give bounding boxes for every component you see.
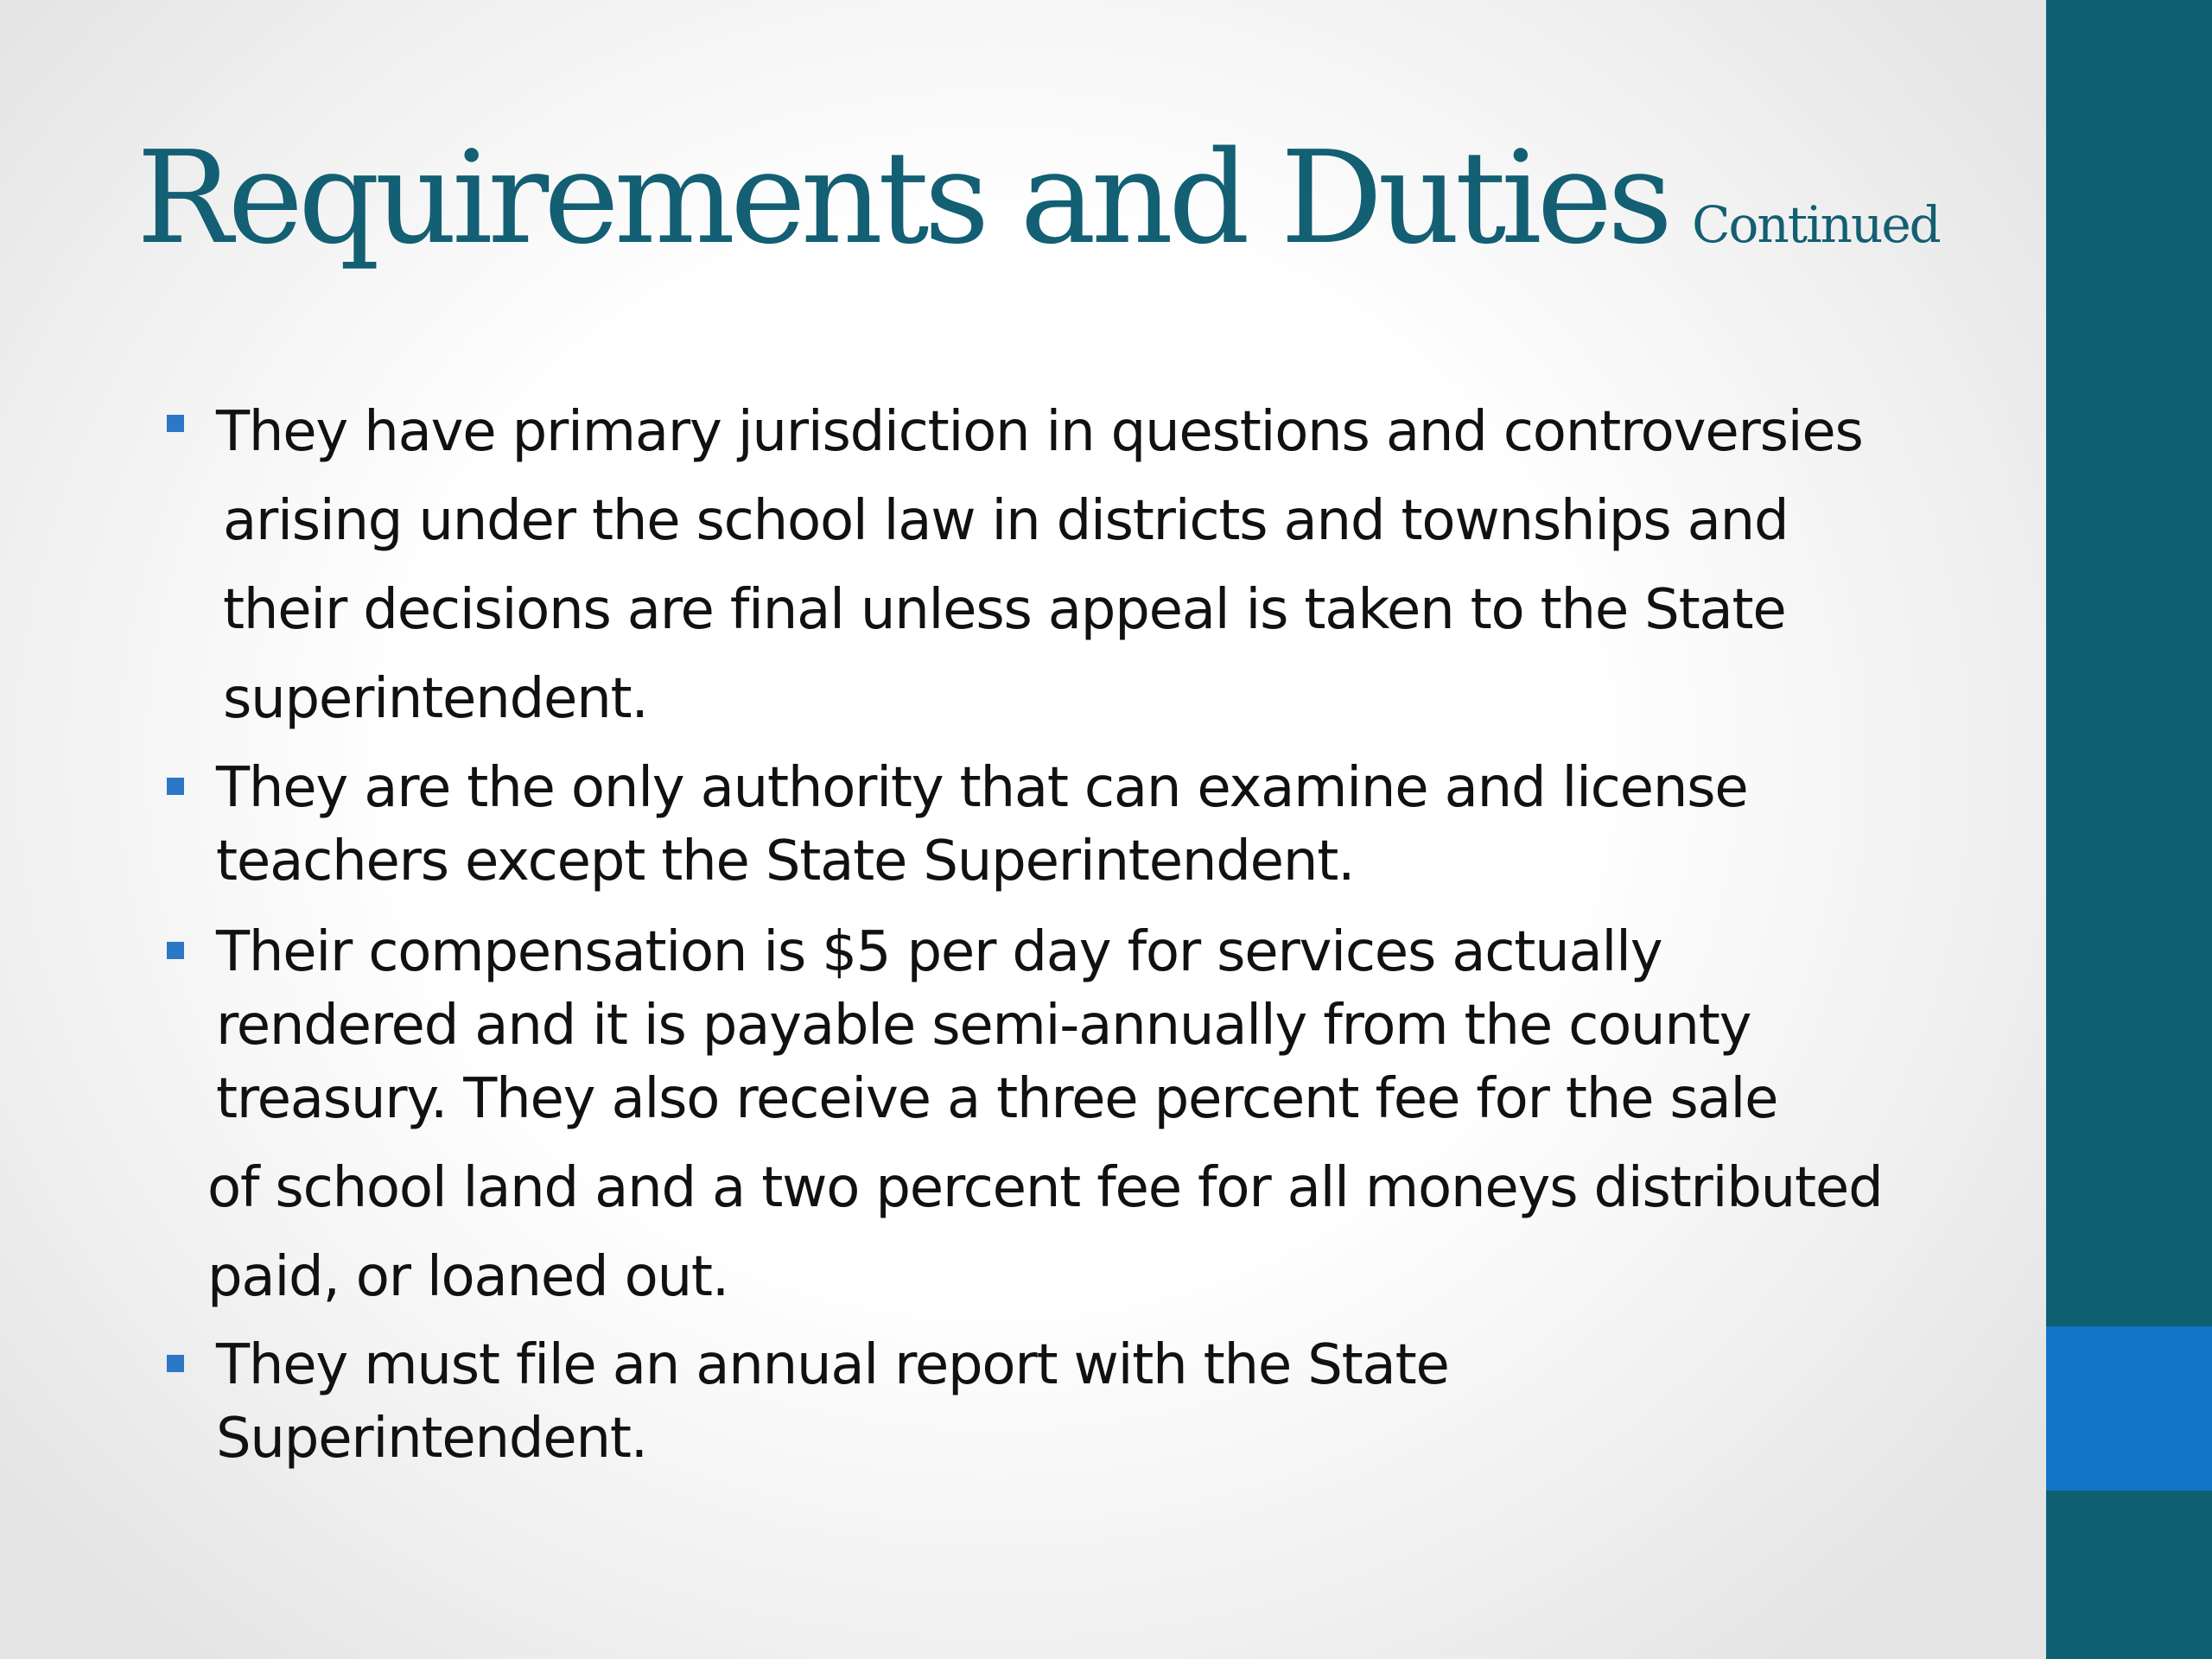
bullet-line: They must file an annual report with the State [216, 1333, 1449, 1397]
bullet-square-icon [167, 778, 184, 795]
bullet-line: They are the only authority that can examine and license [216, 756, 1748, 820]
bullet-line: of school land and a two percent fee for all moneys distributed [207, 1156, 1883, 1220]
side-accent-block [2046, 1326, 2212, 1491]
bullet-line: their decisions are final unless appeal is taken to the State [223, 578, 1786, 642]
bullet-line: They have primary jurisdiction in questions and controversies [216, 400, 1863, 464]
bullet-line: rendered and it is payable semi-annually from the county [216, 994, 1751, 1058]
bullet-square-icon [167, 415, 184, 432]
bullet-line: Their compensation is $5 per day for services actually [216, 920, 1662, 984]
bullet-line: paid, or loaned out. [207, 1245, 728, 1309]
bullet-line: teachers except the State Superintendent. [216, 830, 1355, 893]
bullet-line: treasury. They also receive a three percent fee for the sale [216, 1067, 1778, 1131]
bullet-square-icon [167, 1355, 184, 1372]
bullet-line: arising under the school law in districts and townships and [223, 489, 1789, 553]
slide-title-suffix: Continued [1692, 195, 1940, 254]
bullet-square-icon [167, 942, 184, 959]
bullet-line: Superintendent. [216, 1407, 647, 1471]
slide-title-main: Requirements and Duties [137, 124, 1669, 272]
bullet-line: superintendent. [223, 667, 648, 731]
